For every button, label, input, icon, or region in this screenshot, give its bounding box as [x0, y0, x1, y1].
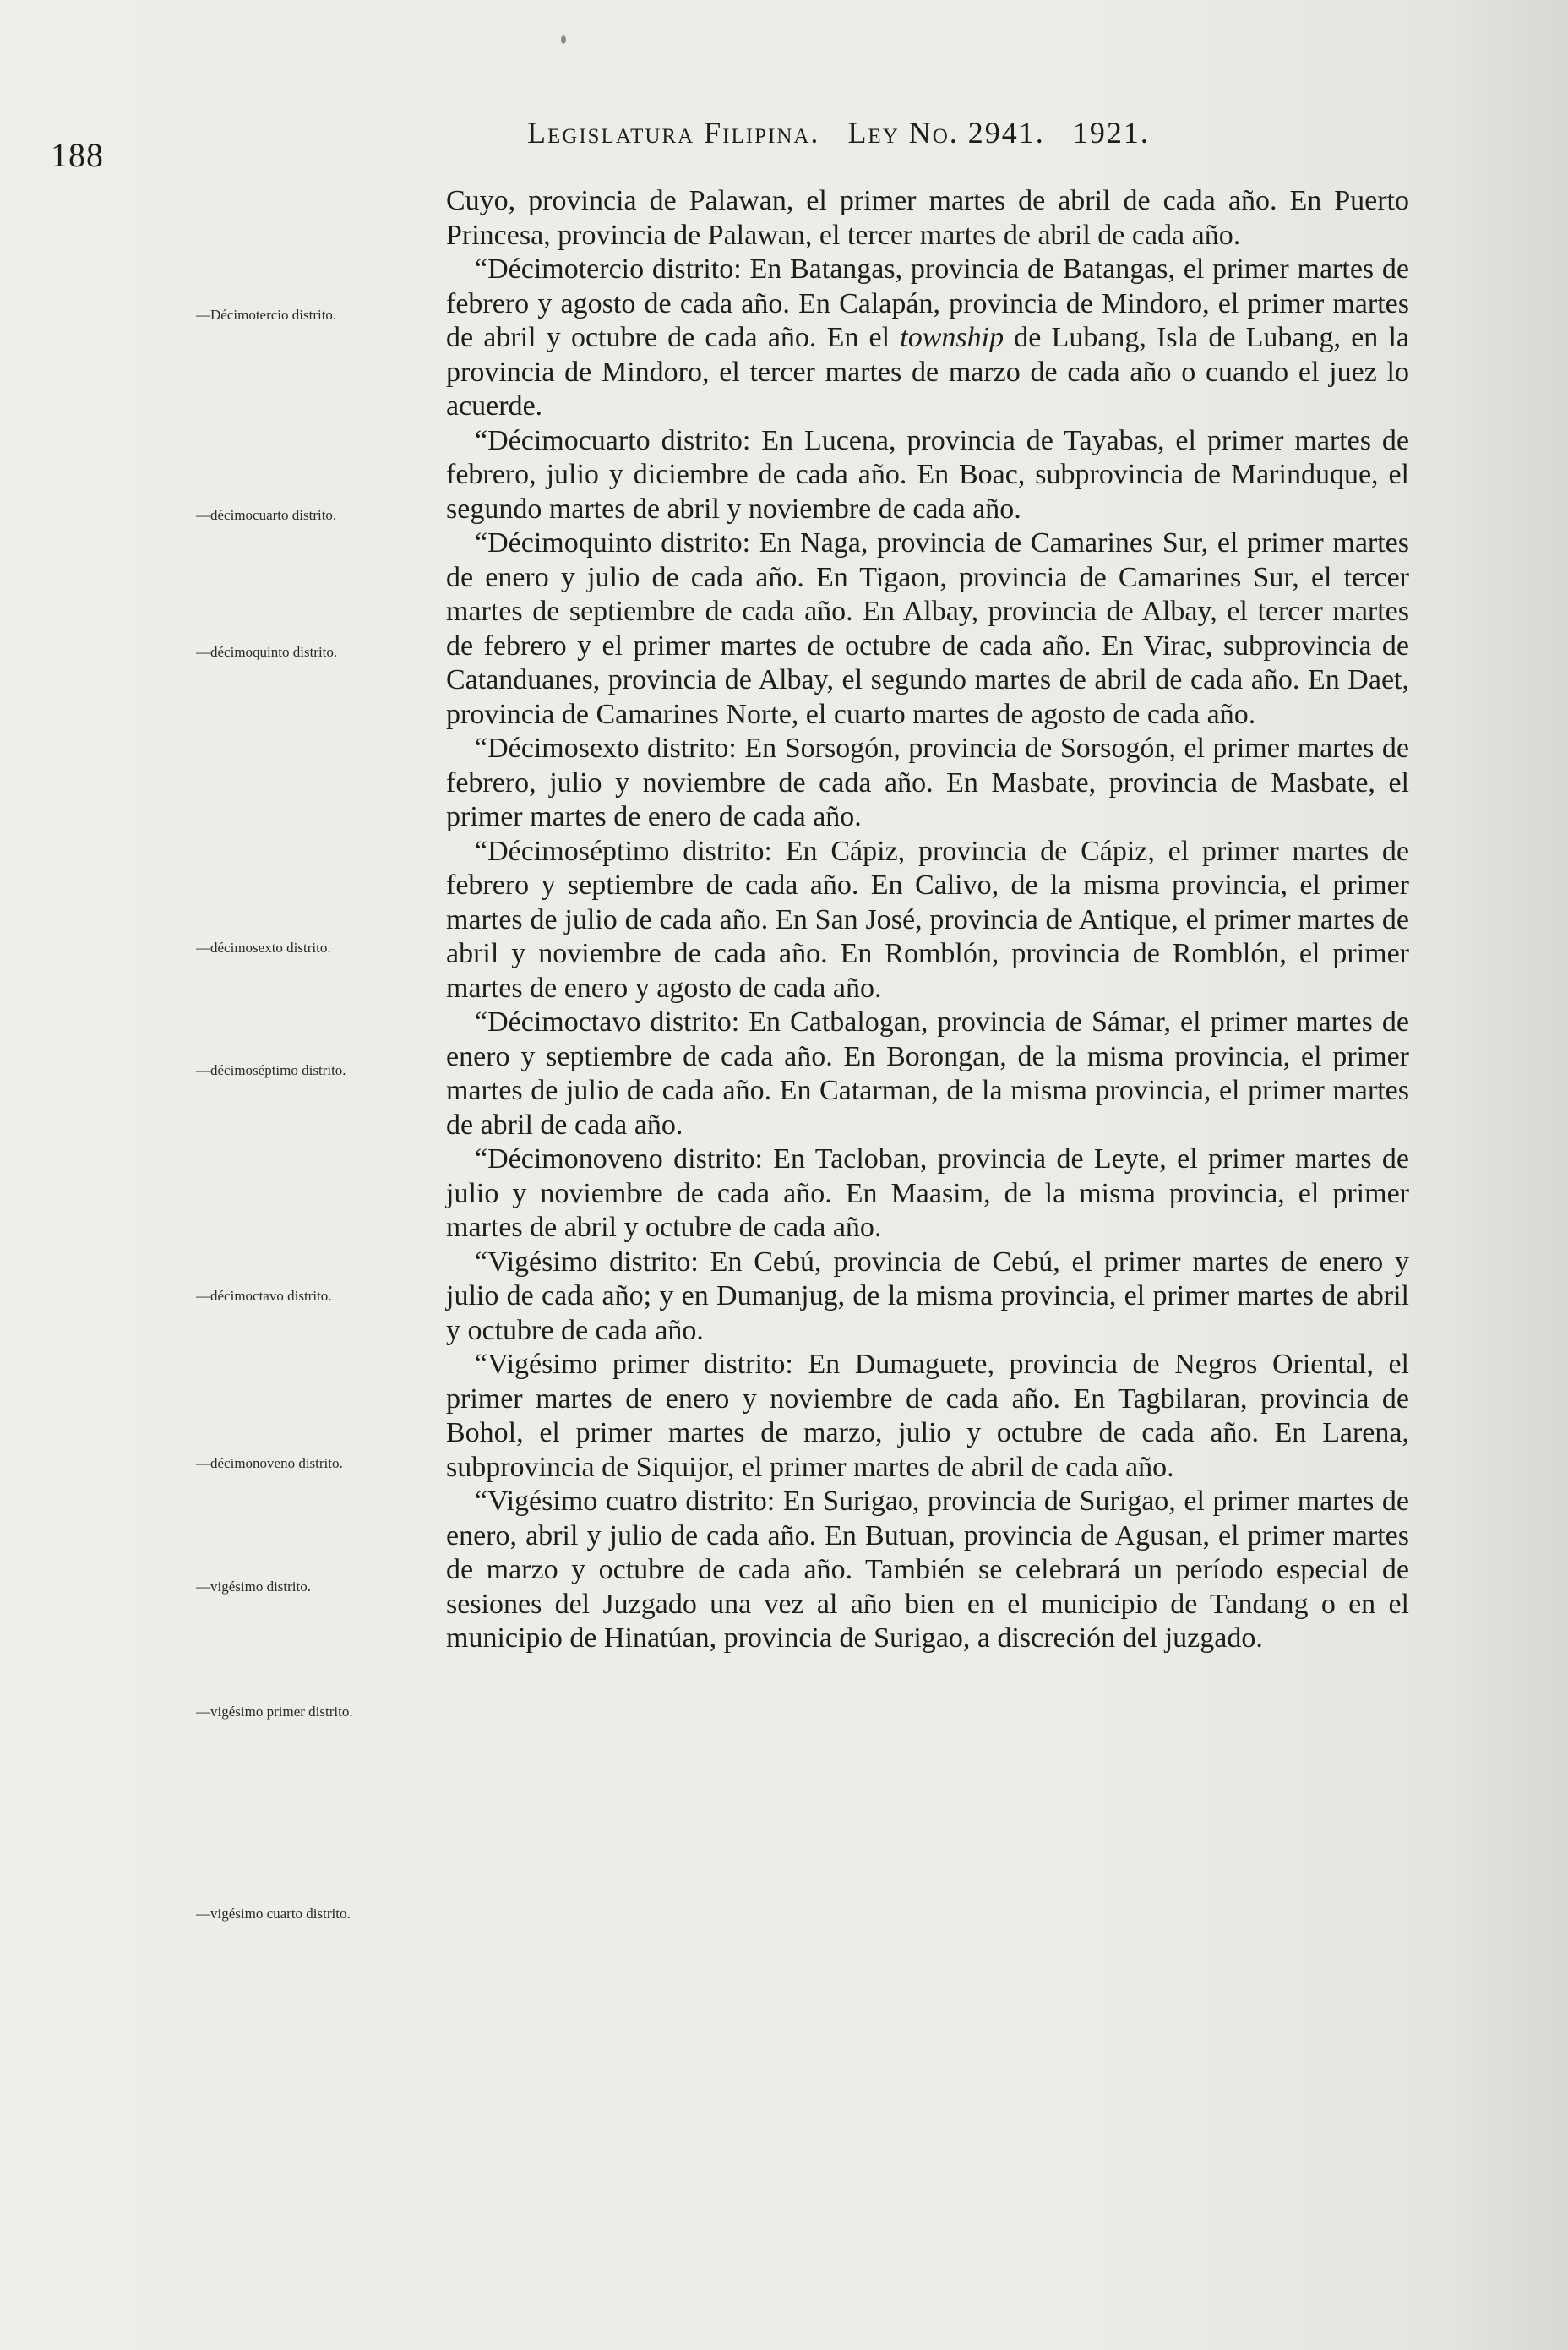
running-head-title: Legislatura Filipina. — [527, 116, 820, 150]
paragraph-decimonoveno: “Décimonoveno distrito: En Tacloban, provincia de Leyte, el primer martes de julio y noviembre de cada año. En Maasim, de la misma provincia, el primer martes de abril y octubre de cada año. — [446, 1143, 1409, 1243]
side-note-21: —vigésimo primer distrito. — [196, 1704, 353, 1720]
paragraph-decimoctavo: “Décimoctavo distrito: En Catbalogan, provincia de Sámar, el primer martes de enero y septiembre de cada año. En Borongan, de la misma provincia, el primer martes de julio de cada año. En Catarman, de la misma provincia, el primer martes de abril de cada año. — [446, 1006, 1409, 1141]
paragraph-vigesimo: “Vigésimo distrito: En Cebú, provincia de Cebú, el primer martes de enero y julio de cada año; y en Dumanjug, de la misma provincia, el primer martes de abril y octubre de cada año. — [446, 1246, 1409, 1346]
paragraph-decimotercio — [446, 253, 1409, 424]
running-head-year: 1921. — [1072, 116, 1150, 150]
paragraph-decimotercio-township: township — [900, 322, 1004, 353]
paragraph-decimotercio-part-a: “Décimotercio distrito: En Batangas, provincia de Batangas, el primer martes de febrero y agosto de cada año. En Calapán, provincia de Mindoro, el primer martes de abril y octubre de cada año. En el — [446, 254, 1409, 353]
side-note-24: —vigésimo cuarto distrito. — [196, 1906, 351, 1922]
page-number: 188 — [51, 136, 104, 174]
ink-speck — [561, 35, 566, 44]
paragraph-vigesimo-cuarto: “Vigésimo cuatro distrito: En Surigao, provincia de Surigao, el primer martes de enero, abril y julio de cada año. En Butuan, provincia de Agusan, el primer martes de marzo y octubre de cada año. También se celebrará un período especial de sesiones del Juzgado una vez al año bien en el municipio de Tandang o en el municipio de Hinatúan, provincia de Surigao, a discreción del juzgado. — [446, 1486, 1409, 1654]
side-note-17: —décimoséptimo distrito. — [196, 1062, 346, 1078]
paragraph-decimosexto: “Décimosexto distrito: En Sorsogón, provincia de Sorsogón, el primer martes de febrero, julio y noviembre de cada año. En Masbate, provincia de Masbate, el primer martes de enero de cada año. — [446, 733, 1409, 832]
paragraph-decimocuarto: “Décimocuarto distrito: En Lucena, provincia de Tayabas, el primer martes de febrero, julio y diciembre de cada año. En Boac, subprovincia de Marinduque, el segundo martes de abril y noviembre de cada año. — [446, 424, 1409, 525]
paragraph-continuation: Cuyo, provincia de Palawan, el primer martes de abril de cada año. En Puerto Princesa, provincia de Palawan, el tercer martes de abril de cada año. — [446, 185, 1409, 251]
side-note-18: —décimoctavo distrito. — [196, 1288, 332, 1304]
side-note-15: —décimoquinto distrito. — [196, 644, 338, 660]
side-note-13: —Décimotercio distrito. — [196, 307, 337, 323]
side-note-14: —décimocuarto distrito. — [196, 507, 337, 523]
paragraph-decimoquinto: “Décimoquinto distrito: En Naga, provincia de Camarines Sur, el primer martes de enero y julio de cada año. En Tigaon, provincia de Camarines Sur, el tercer martes de septiembre de cada año. En Albay, provincia de Albay, el tercer martes de febrero y el primer martes de octubre de cada año. En Virac, subprovincia de Catanduanes, provincia de Albay, el segundo martes de abril de cada año. En Daet, provincia de Camarines Norte, el cuarto martes de agosto de cada año. — [446, 527, 1409, 730]
paragraph-decimotercio-part-b: de Lubang, Isla de Lubang, en la provincia de Mindoro, el tercer martes de marzo de cada año o cuando el juez lo acuerde. — [446, 322, 1410, 422]
side-note-19: —décimonoveno distrito. — [196, 1455, 343, 1471]
side-note-20: —vigésimo distrito. — [196, 1578, 311, 1595]
side-note-16: —décimosexto distrito. — [196, 940, 331, 956]
running-head — [527, 115, 1150, 150]
paragraph-decimoseptimo: “Décimoséptimo distrito: En Cápiz, provincia de Cápiz, el primer martes de febrero y septiembre de cada año. En Calivo, de la misma provincia, el primer martes de julio de cada año. En San José, provincia de Antique, el primer martes de abril y noviembre de cada año. En Romblón, provincia de Romblón, el primer martes de enero y agosto de cada año. — [446, 835, 1409, 1004]
paragraph-vigesimo-primer: “Vigésimo primer distrito: En Dumaguete, provincia de Negros Oriental, el primer martes de enero y noviembre de cada año. En Tagbilaran, provincia de Bohol, el primer martes de marzo, julio y octubre de cada año. En Larena, subprovincia de Siquijor, el primer martes de abril de cada año. — [446, 1349, 1409, 1483]
running-head-law: Ley No. 2941. — [847, 116, 1045, 150]
text-body — [446, 184, 1409, 1656]
